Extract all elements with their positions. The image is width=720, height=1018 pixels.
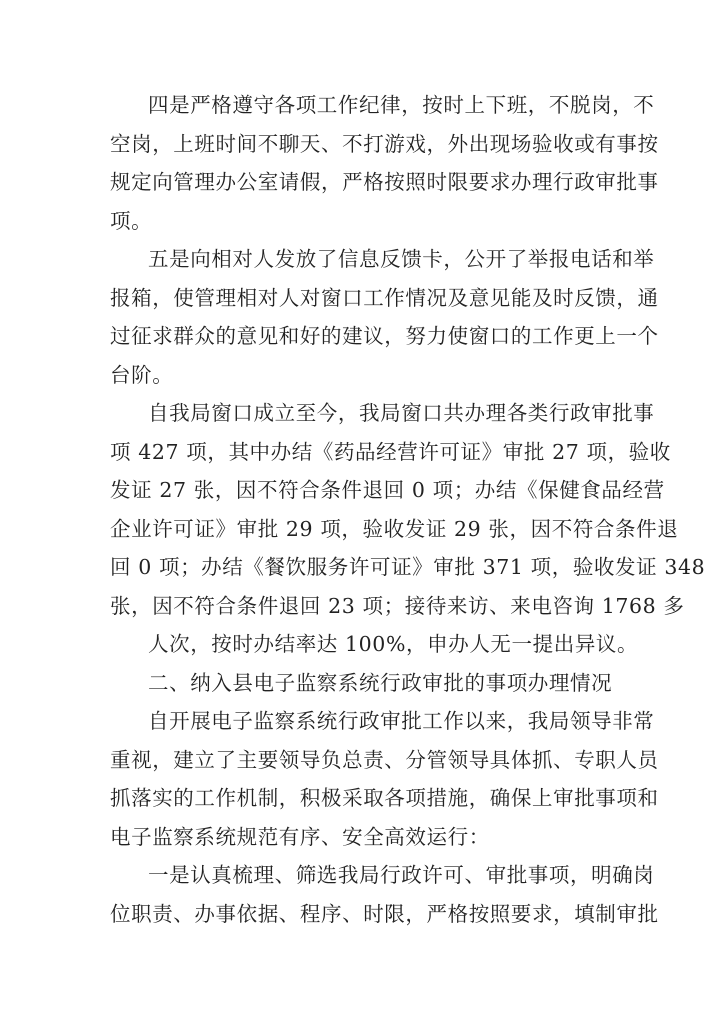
- paragraph-line: 重视，建立了主要领导负总责、分管领导具体抓、专职人员: [110, 747, 659, 772]
- paragraph-line: 自开展电子监察系统行政审批工作以来，我局领导非常: [148, 709, 655, 733]
- section-heading: 二、纳入县电子监察系统行政审批的事项办理情况: [148, 670, 613, 695]
- paragraph-line: 一是认真梳理、筛选我局行政许可、审批事项，明确岗: [148, 863, 655, 887]
- paragraph-line: 过征求群众的意见和好的建议，努力使窗口的工作更上一个: [110, 324, 659, 348]
- paragraph-line: 项 427 项，其中办结《药品经营许可证》审批 27 项，验收: [110, 439, 671, 464]
- paragraph-line: 位职责、办事依据、程序、时限，严格按照要求，填制审批: [110, 901, 659, 926]
- paragraph-line: 项。: [110, 208, 153, 233]
- paragraph-line: 电子监察系统规范有序、安全高效运行：: [110, 824, 490, 849]
- paragraph-line: 抓落实的工作机制，积极采取各项措施，确保上审批事项和: [110, 786, 659, 810]
- paragraph-line: 企业许可证》审批 29 项，验收发证 29 张，因不符合条件退: [110, 516, 679, 541]
- paragraph-line: 发证 27 张，因不符合条件退回 0 项；办结《保健食品经营: [110, 478, 665, 502]
- paragraph-line: 人次，按时办结率达 100%，申办人无一提出异议。: [148, 632, 639, 656]
- paragraph-line: 台阶。: [110, 362, 174, 387]
- paragraph-line: 规定向管理办公室请假，严格按照时限要求办理行政审批事: [110, 170, 659, 194]
- paragraph-line: 四是严格遵守各项工作纪律，按时上下班，不脱岗，不: [148, 93, 655, 117]
- paragraph-line: 自我局窗口成立至今，我局窗口共办理各类行政审批事: [148, 401, 655, 425]
- paragraph-line: 报箱，使管理相对人对窗口工作情况及意见能及时反馈，通: [110, 285, 659, 310]
- paragraph-line: 五是向相对人发放了信息反馈卡，公开了举报电话和举: [148, 247, 655, 271]
- paragraph-line: 空岗，上班时间不聊天、不打游戏，外出现场验收或有事按: [110, 131, 659, 156]
- document-body: [110, 86, 706, 933]
- paragraph-line: 回 0 项；办结《餐饮服务许可证》审批 371 项，验收发证 348: [110, 555, 706, 579]
- paragraph-line: 张，因不符合条件退回 23 项；接待来访、来电咨询 1768 多: [110, 593, 685, 618]
